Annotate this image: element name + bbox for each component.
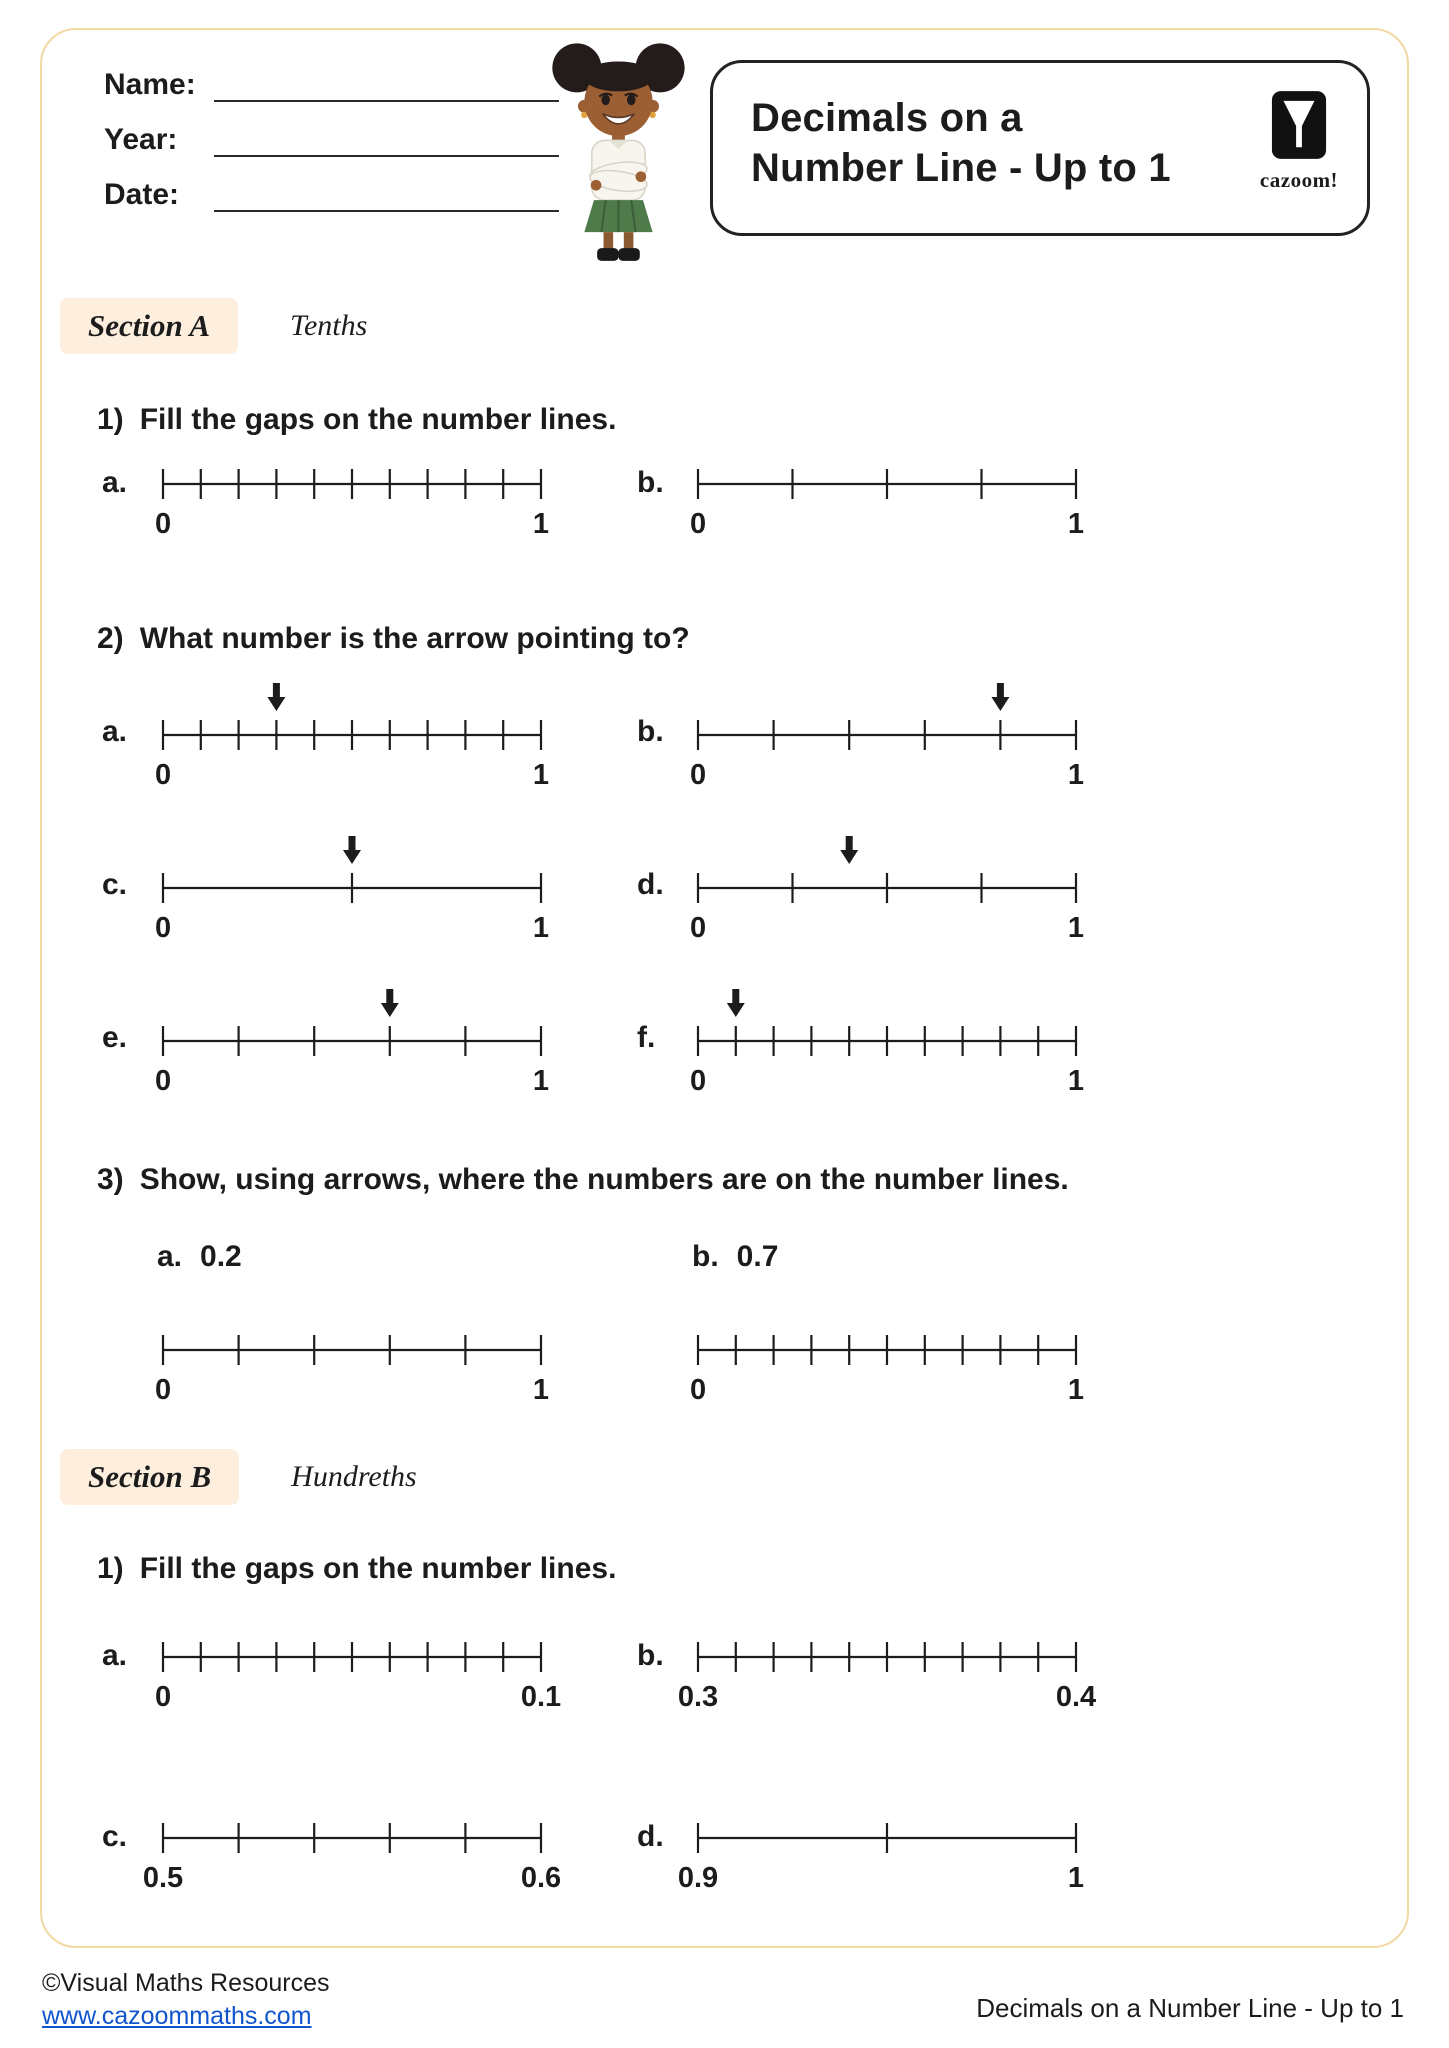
student-info-fields [104,68,574,233]
copyright-text: ©Visual Maths Resources [42,1969,330,1997]
number-line-row [42,1240,1407,1409]
name-write-line [214,68,559,102]
worksheet-header [42,30,1407,278]
svg-text:0: 0 [689,1065,707,1097]
item-label: d. [637,868,664,901]
number-line [154,466,550,543]
svg-text:1: 1 [532,508,550,540]
number-line-with-arrow [154,671,550,794]
number-line [154,1639,562,1716]
svg-text:0: 0 [689,508,707,540]
item-label: b. [692,1240,719,1273]
number-line-item-e [102,977,637,1100]
number-line [154,1332,637,1409]
section-a-badge: Section A [60,298,238,354]
section-b-subtitle: Hundreths [291,1460,417,1493]
worksheet-title-line2: Number Line - Up to 1 [751,146,1171,190]
svg-text:0: 0 [689,912,707,944]
number-line-item-a [102,466,637,543]
page-border-frame [40,28,1409,1948]
section-a-subtitle: Tenths [290,309,368,342]
worksheet-title-line1: Decimals on a [751,96,1023,140]
item-label: c. [102,1820,128,1853]
svg-text:0.6: 0.6 [520,1862,562,1894]
number-line-with-arrow [689,824,1085,947]
footer-worksheet-title: Decimals on a Number Line - Up to 1 [976,1993,1404,2023]
svg-text:0: 0 [154,508,172,540]
section-a-question-3 [97,1162,1407,1198]
number-line-with-arrow [689,671,1085,794]
cazoommaths-link[interactable]: www.cazoommaths.com [42,2001,312,2030]
item-label: a. [102,466,128,499]
item-label: e. [102,1021,128,1054]
item-label: a. [102,715,128,748]
svg-text:0: 0 [154,1681,172,1713]
item-label: c. [102,868,128,901]
svg-text:1: 1 [1067,1374,1085,1406]
svg-text:0: 0 [154,912,172,944]
svg-text:0: 0 [689,1374,707,1406]
item-label: a. [102,1639,128,1672]
number-line-with-arrow [154,977,550,1100]
number-line-item-b [637,671,1407,794]
target-value: 0.7 [736,1240,779,1273]
year-label: Year: [104,123,178,156]
svg-text:1: 1 [532,912,550,944]
svg-text:0.5: 0.5 [142,1862,184,1894]
number-line-row [42,977,1407,1100]
question-text: What number is the arrow pointing to? [139,622,690,655]
page-footer [42,1967,1404,2032]
number-line [689,466,1085,543]
number-line-item-c [102,824,637,947]
year-field-row [104,123,574,157]
worksheet-title-box [710,60,1370,236]
question-number: 1) [97,403,124,436]
svg-text:0: 0 [154,1374,172,1406]
number-line-item-b [637,1240,1407,1409]
section-b-header [60,1449,1407,1505]
number-line-item-a [102,671,637,794]
date-label: Date: [104,178,180,211]
svg-text:1: 1 [1067,912,1085,944]
target-value: 0.2 [200,1240,242,1273]
number-line-item-b [637,466,1407,543]
svg-text:1: 1 [532,759,550,791]
cazoom-logo [1249,89,1349,193]
section-a-header [60,298,1407,354]
number-line-item-d [637,1820,1407,1897]
number-line-item-d [637,824,1407,947]
item-label: f. [637,1021,656,1054]
name-label: Name: [104,68,196,101]
date-write-line [214,178,559,212]
number-line [142,1820,562,1897]
number-line-row [42,1820,1407,1897]
cazoom-logo-icon [1270,89,1328,161]
item-label: a. [157,1240,183,1273]
section-a-question-1 [97,402,1407,438]
number-line-row [42,1639,1407,1716]
item-label: b. [637,715,664,748]
svg-text:0: 0 [154,759,172,791]
svg-text:0.9: 0.9 [677,1862,719,1894]
number-line-item-c [102,1820,637,1897]
number-line-row [42,671,1407,794]
question-text: Show, using arrows, where the numbers are on the number lines. [139,1163,1069,1196]
svg-text:1: 1 [532,1374,550,1406]
item-label: d. [637,1820,664,1853]
svg-text:0.4: 0.4 [1055,1681,1097,1713]
footer-credits [42,1967,330,2032]
number-line-row [42,824,1407,947]
date-field-row [104,178,574,212]
svg-text:0.1: 0.1 [520,1681,562,1713]
section-a-question-2 [97,621,1407,657]
section-b-badge: Section B [60,1449,239,1505]
svg-text:1: 1 [1067,1065,1085,1097]
svg-text:0: 0 [689,759,707,791]
year-write-line [214,123,559,157]
svg-text:1: 1 [1067,759,1085,791]
number-line [677,1820,1085,1897]
number-line-item-b [637,1639,1407,1716]
student-character-illustration [547,38,707,262]
svg-text:1: 1 [1067,508,1085,540]
number-line-with-arrow [689,977,1085,1100]
name-field-row [104,68,574,102]
target-value-row [157,1240,637,1276]
cazoom-logo-text: cazoom! [1259,168,1339,192]
number-line [689,1332,1407,1409]
question-number: 1) [97,1552,124,1585]
number-line-item-f [637,977,1407,1100]
svg-text:1: 1 [1067,1862,1085,1894]
worksheet-title [751,93,1171,193]
section-b-question-1 [97,1551,1407,1587]
question-text: Fill the gaps on the number lines. [139,403,617,436]
question-number: 3) [97,1163,124,1196]
number-line-item-a [102,1240,637,1409]
question-text: Fill the gaps on the number lines. [139,1552,617,1585]
svg-text:0.3: 0.3 [677,1681,719,1713]
svg-text:1: 1 [532,1065,550,1097]
question-number: 2) [97,622,124,655]
item-label: b. [637,466,664,499]
svg-text:0: 0 [154,1065,172,1097]
number-line-item-a [102,1639,637,1716]
number-line-with-arrow [154,824,550,947]
number-line [677,1639,1097,1716]
target-value-row [692,1240,1407,1276]
number-line-row [42,466,1407,543]
item-label: b. [637,1639,664,1672]
